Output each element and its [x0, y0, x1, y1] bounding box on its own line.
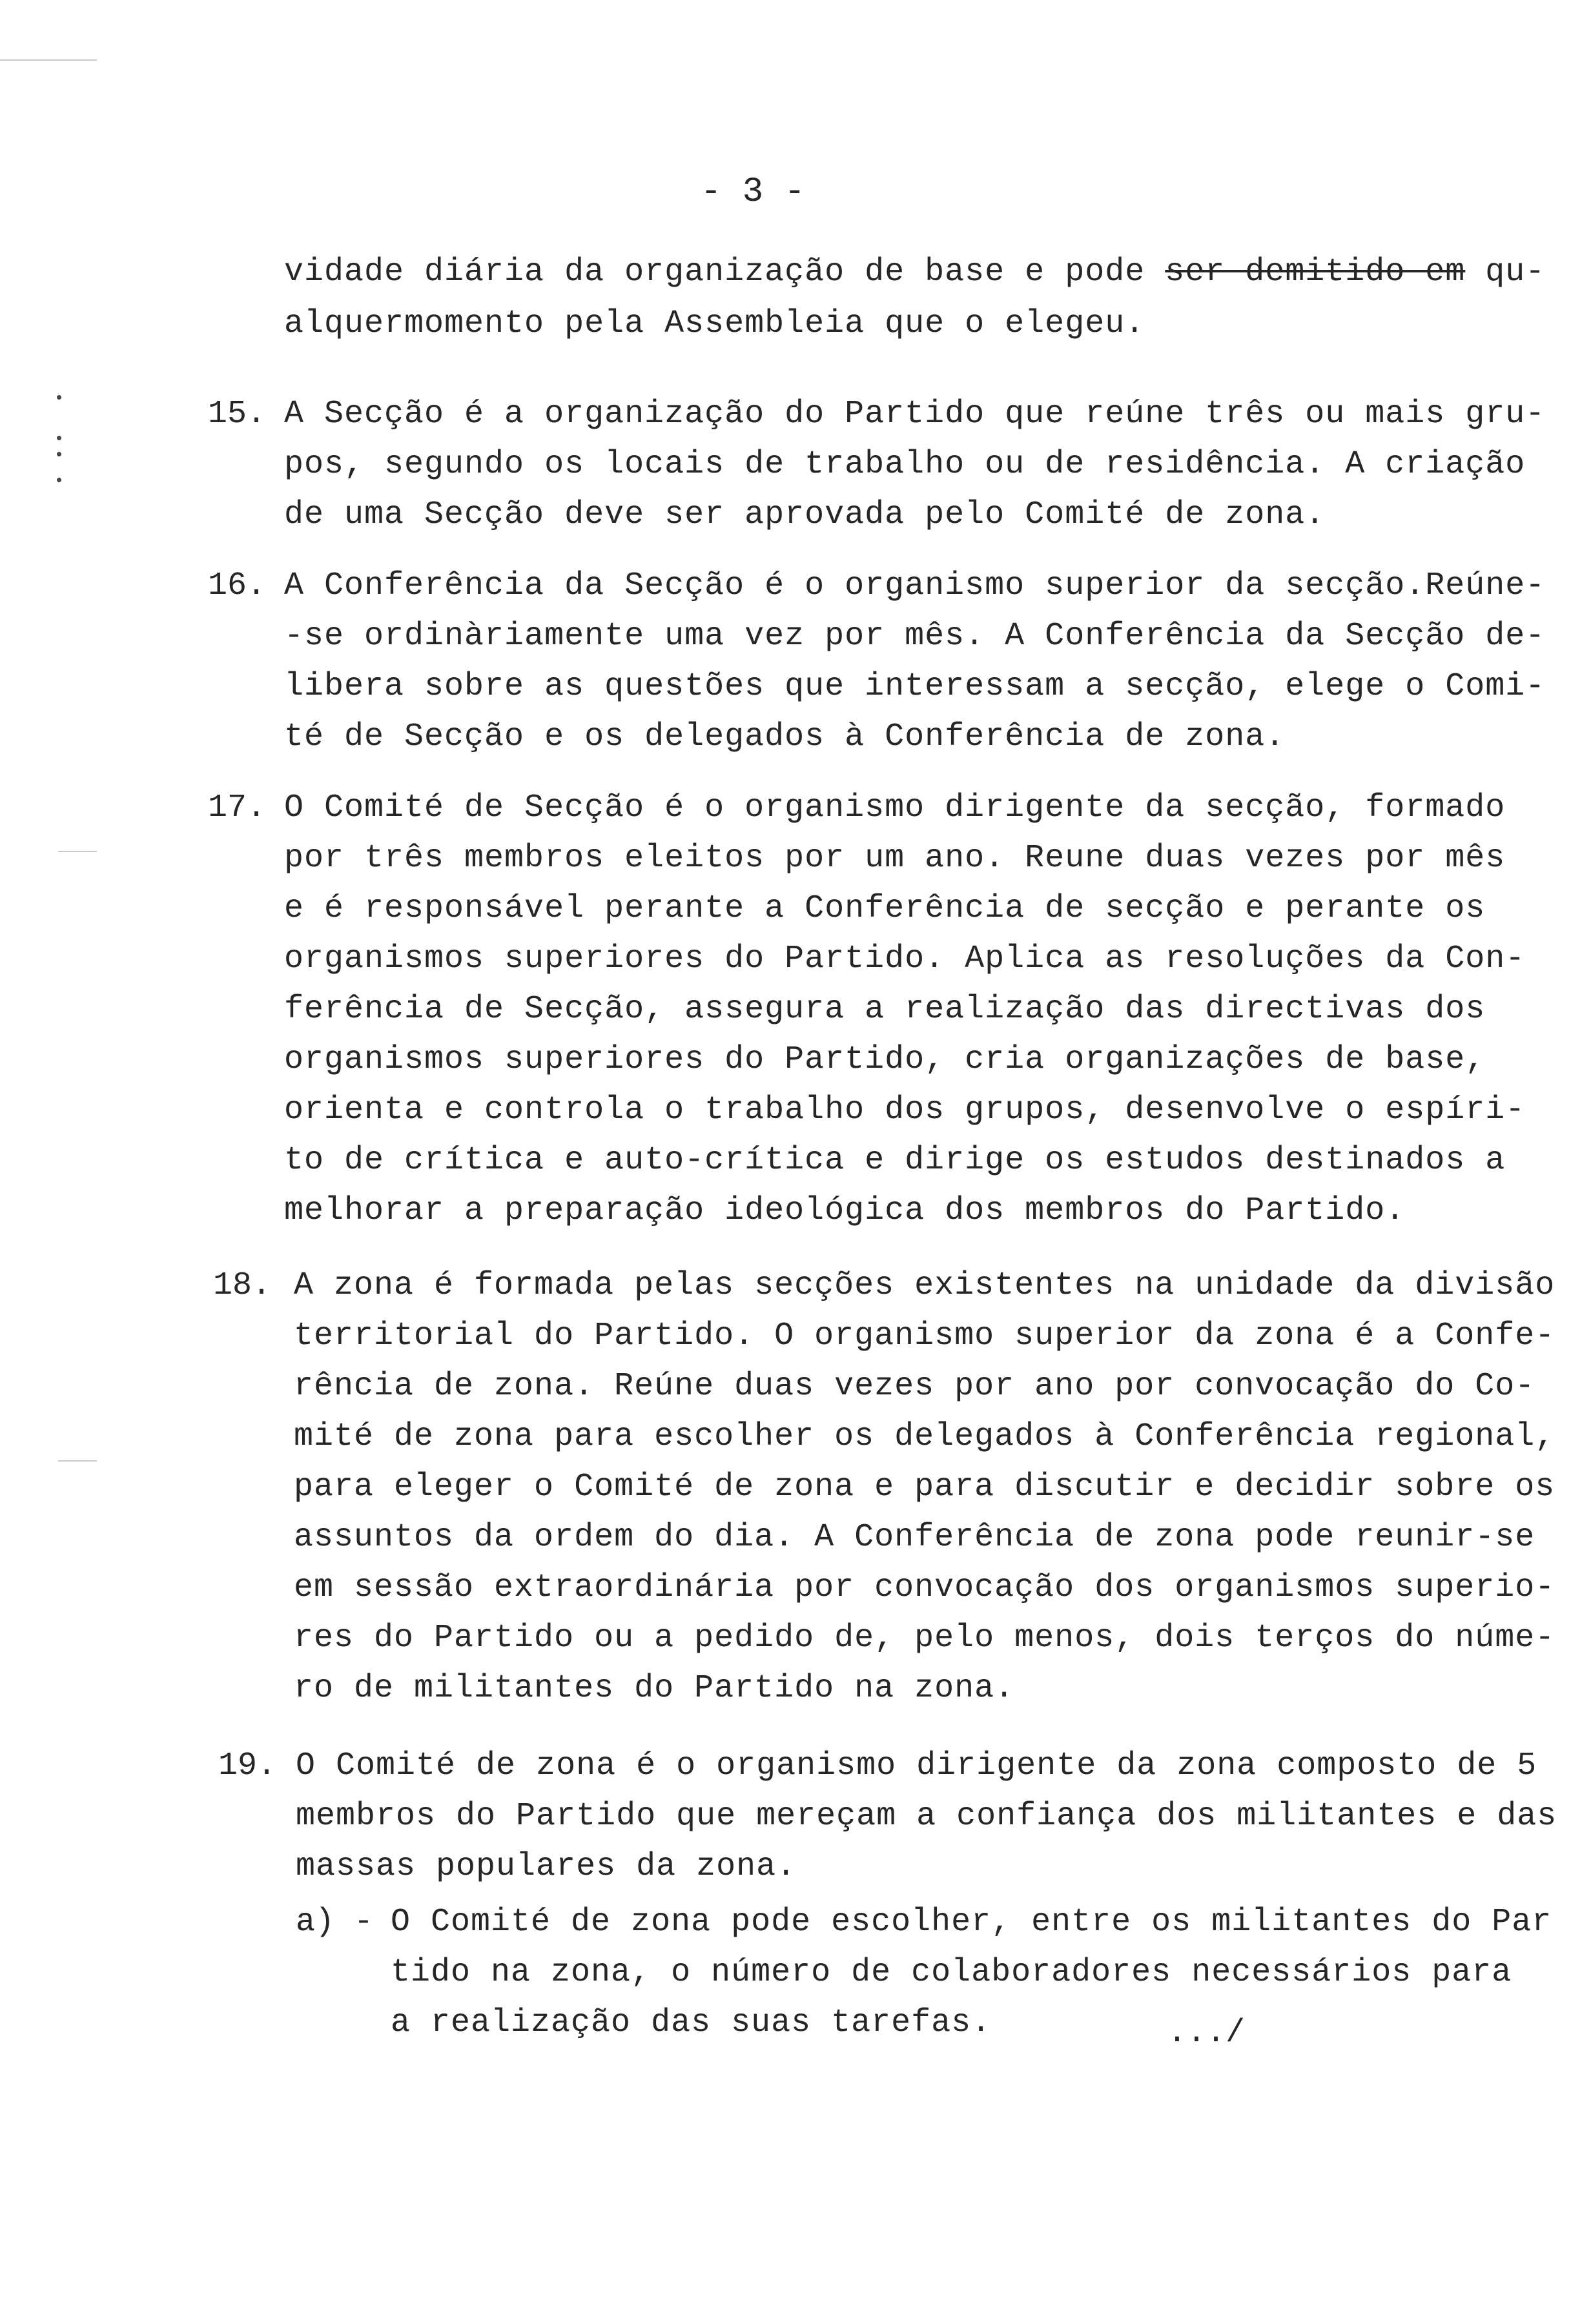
item-18-line: assuntos da ordem do dia. A Conferência de zona pode reunir-se	[294, 1519, 1535, 1556]
item-19-line: O Comité de zona é o organismo dirigente da zona composto de 5	[296, 1748, 1537, 1784]
margin-mark	[57, 452, 61, 456]
item-16-line: libera sobre as questões que interessam a secção, elege o Comi-	[284, 668, 1546, 705]
item-18-line: em sessão extraordinária por convocação dos organismos superio-	[294, 1569, 1555, 1606]
item-15-line: A Secção é a organização do Partido que reúne três ou mais gru-	[284, 396, 1546, 433]
item-18-line: rência de zona. Reúne duas vezes por ano por convocação do Co-	[294, 1368, 1535, 1405]
item-17-line: ferência de Secção, assegura a realização das directivas dos	[284, 991, 1486, 1028]
intro-struck-text: ser demitido em	[1165, 254, 1466, 290]
subitem-line: tido na zona, o número de colaboradores necessários para	[391, 1954, 1512, 1991]
item-15-line: de uma Secção deve ser aprovada pelo Comité de zona.	[284, 496, 1326, 533]
item-15-line: pos, segundo os locais de trabalho ou de residência. A criação	[284, 446, 1526, 483]
intro-line-1-end: qu-	[1465, 254, 1546, 290]
item-number: 18.	[213, 1267, 272, 1304]
item-17-line: to de crítica e auto-crítica e dirige os estudos destinados a	[284, 1142, 1506, 1179]
item-16-line: A Conferência da Secção é o organismo superior da secção.Reúne-	[284, 567, 1546, 604]
item-18-line: territorial do Partido. O organismo superior da zona é a Confe-	[294, 1318, 1555, 1354]
item-17-line: organismos superiores do Partido. Aplica as resoluções da Con-	[284, 941, 1526, 977]
item-18-line: A zona é formada pelas secções existentes na unidade da divisão	[294, 1267, 1555, 1304]
item-18-line: mité de zona para escolher os delegados à Conferência regional,	[294, 1418, 1555, 1455]
subitem-label: a) -	[296, 1904, 374, 1941]
item-17-line: O Comité de Secção é o organismo dirigente da secção, formado	[284, 790, 1506, 826]
margin-mark	[57, 478, 61, 482]
subitem-line: O Comité de zona pode escolher, entre os militantes do Par	[391, 1904, 1552, 1941]
subitem-line: a realização das suas tarefas.	[391, 2004, 992, 2041]
item-19-line: membros do Partido que mereçam a confiança dos militantes e das	[296, 1798, 1557, 1835]
item-17-line: organismos superiores do Partido, cria organizações de base,	[284, 1041, 1486, 1078]
intro-line-2: alquermomento pela Assembleia que o elegeu.	[284, 305, 1145, 342]
page-number: - 3 -	[701, 172, 806, 212]
item-17-line: orienta e controla o trabalho dos grupos, desenvolve o espíri-	[284, 1092, 1526, 1128]
item-18-line: ro de militantes do Partido na zona.	[294, 1670, 1015, 1707]
item-17-line: melhorar a preparação ideológica dos membros do Partido.	[284, 1192, 1406, 1229]
item-number: 15.	[208, 396, 267, 433]
item-17-line: por três membros eleitos por um ano. Reune duas vezes por mês	[284, 840, 1506, 877]
item-number: 17.	[208, 790, 267, 826]
margin-mark	[57, 395, 61, 400]
scan-smudge	[58, 851, 97, 852]
item-number: 16.	[208, 567, 267, 604]
intro-line-1-text: vidade diária da organização de base e pode	[284, 254, 1165, 290]
intro-line-1	[284, 253, 1545, 292]
item-16-line: té de Secção e os delegados à Conferência de zona.	[284, 719, 1286, 755]
item-17-line: e é responsável perante a Conferência de secção e perante os	[284, 890, 1486, 927]
continuation-mark: .../	[1167, 2015, 1246, 2052]
item-16-line: -se ordinàriamente uma vez por mês. A Conferência da Secção de-	[284, 618, 1546, 655]
scan-smudge	[58, 1460, 97, 1462]
item-18-line: res do Partido ou a pedido de, pelo menos, dois terços do núme-	[294, 1620, 1555, 1656]
scan-smudge	[0, 59, 97, 61]
item-number: 19.	[218, 1748, 277, 1784]
item-19-line: massas populares da zona.	[296, 1848, 797, 1885]
margin-mark	[57, 436, 61, 440]
item-18-line: para eleger o Comité de zona e para discutir e decidir sobre os	[294, 1469, 1555, 1505]
